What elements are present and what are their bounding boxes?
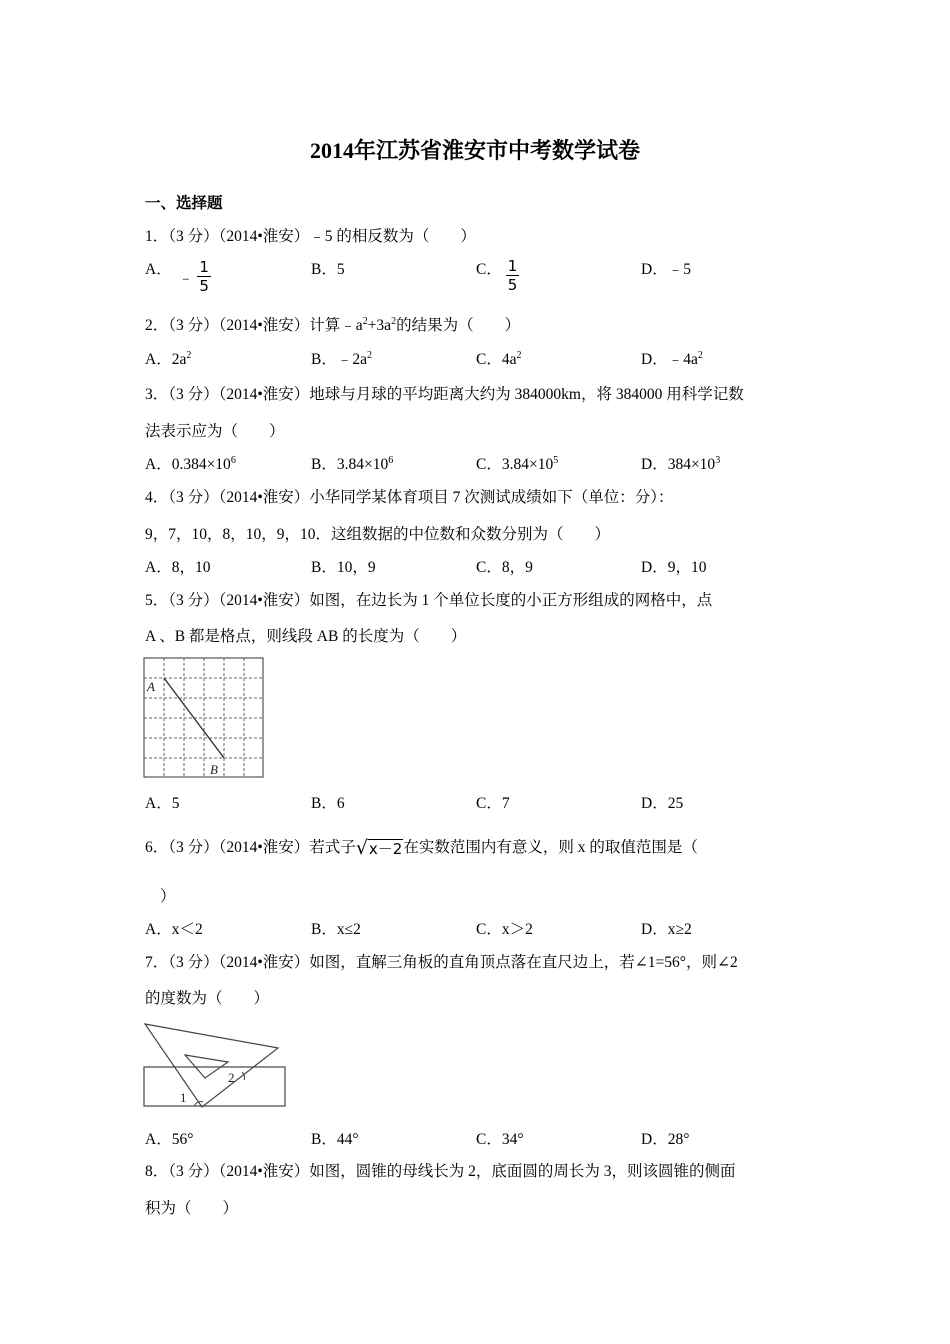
q1-option-a: A． <box>145 261 172 278</box>
q5-grid-figure <box>143 657 265 779</box>
q7-option-d: D．28° <box>641 1131 690 1148</box>
q4-option-b: B．10，9 <box>311 559 376 576</box>
q2-option-a: A．$2a^2$ <box>145 349 192 368</box>
angle-1-label: 1 <box>180 1090 187 1105</box>
q3-option-c: C．$3.84\times 10^5$ <box>476 454 559 473</box>
q6-option-c: C．x＞2 <box>476 921 533 938</box>
q6-option-d: D．x≥2 <box>641 921 692 938</box>
q3-option-b: B．$3.84\times 10^6$ <box>311 454 394 473</box>
triangle-outer <box>145 1024 278 1107</box>
q2-option-c: C．$4a^2$ <box>476 349 522 368</box>
q5-option-d: D．25 <box>641 795 684 812</box>
q4-stem-line2: 9，7，10，8，10，9，10．这组数据的中位数和众数分别为（ ） <box>145 526 611 543</box>
q7-ruler-triangle-figure <box>142 1020 287 1110</box>
ruler-shape <box>144 1067 285 1106</box>
point-b-label: B <box>210 762 218 777</box>
q3-stem-line2: 法表示应为（ ） <box>145 423 285 440</box>
q1-option-b: B．5 <box>311 261 345 278</box>
q6-option-a: A．x＜2 <box>145 921 203 938</box>
q1-stem: 1．（3 分）（2014•淮安）﹣5 的相反数为（ ） <box>145 228 476 245</box>
q2-option-b: B．$﹣2a^2$ <box>311 349 372 368</box>
q5-option-a: A．5 <box>145 795 180 812</box>
q5-option-b: B．6 <box>311 795 345 812</box>
q3-option-a: A．$0.384\times 10^6$ <box>145 454 236 473</box>
q6-option-b: B．x≤2 <box>311 921 361 938</box>
q6-stem-line1: 6．（3 分）（2014•淮安）若式子√x－2在实数范围内有意义，则 x 的取值范围是（ <box>145 837 698 860</box>
q4-option-a: A．8，10 <box>145 559 211 576</box>
page-title: 2014年江苏省淮安市中考数学试卷 <box>309 138 640 163</box>
q8-stem-line1: 8．（3 分）（2014•淮安）如图，圆锥的母线长为 2，底面圆的周长为 3，则该圆锥的侧面 <box>145 1163 736 1180</box>
sqrt-expression: √x－2 <box>355 837 403 860</box>
q7-stem-line2: 的度数为（ ） <box>145 990 270 1007</box>
q2-stem: 2．（3 分）（2014•淮安）计算$﹣a^2+3a^2$的结果为（ ） <box>145 315 521 334</box>
angle-2-label: 2 <box>228 1070 235 1085</box>
q1-option-c: C． $\frac{1}{5}$ <box>476 257 518 294</box>
q4-option-d: D．9，10 <box>641 559 707 576</box>
section-heading: 一、选择题 <box>145 195 223 212</box>
q8-stem-line2: 积为（ ） <box>145 1200 239 1217</box>
q5-option-c: C．7 <box>476 795 510 812</box>
q7-stem-line1: 7．（3 分）（2014•淮安）如图，直解三角板的直角顶点落在直尺边上，若∠1=56°，则∠2 <box>145 954 738 971</box>
q5-stem-line1: 5．（3 分）（2014•淮安）如图，在边长为 1 个单位长度的小正方形组成的网格中，点 <box>145 592 713 609</box>
q5-stem-line2: A 、B 都是格点，则线段 AB 的长度为（ ） <box>145 628 467 645</box>
q7-option-b: B．44° <box>311 1131 359 1148</box>
q4-stem-line1: 4．（3 分）（2014•淮安）小华同学某体育项目 7 次测试成绩如下（单位：分）： <box>145 489 674 506</box>
point-a-label: A <box>147 679 155 694</box>
q1-option-d: D．﹣5 <box>641 261 691 278</box>
q2-option-d: D．$﹣4a^2$ <box>641 349 703 368</box>
q6-stem-line2: ） <box>160 888 176 905</box>
q1-option-a-fraction: ﹣ $\frac{1}{5}$ <box>178 258 209 295</box>
q7-option-c: C．34° <box>476 1131 524 1148</box>
q7-option-a: A．56° <box>145 1131 194 1148</box>
q3-option-d: D．$384\times 10^3$ <box>641 454 721 473</box>
q3-stem-line1: 3．（3 分）（2014•淮安）地球与月球的平均距离大约为 384000km，将 384000 用科学记数 <box>145 386 744 403</box>
q4-option-c: C．8，9 <box>476 559 533 576</box>
